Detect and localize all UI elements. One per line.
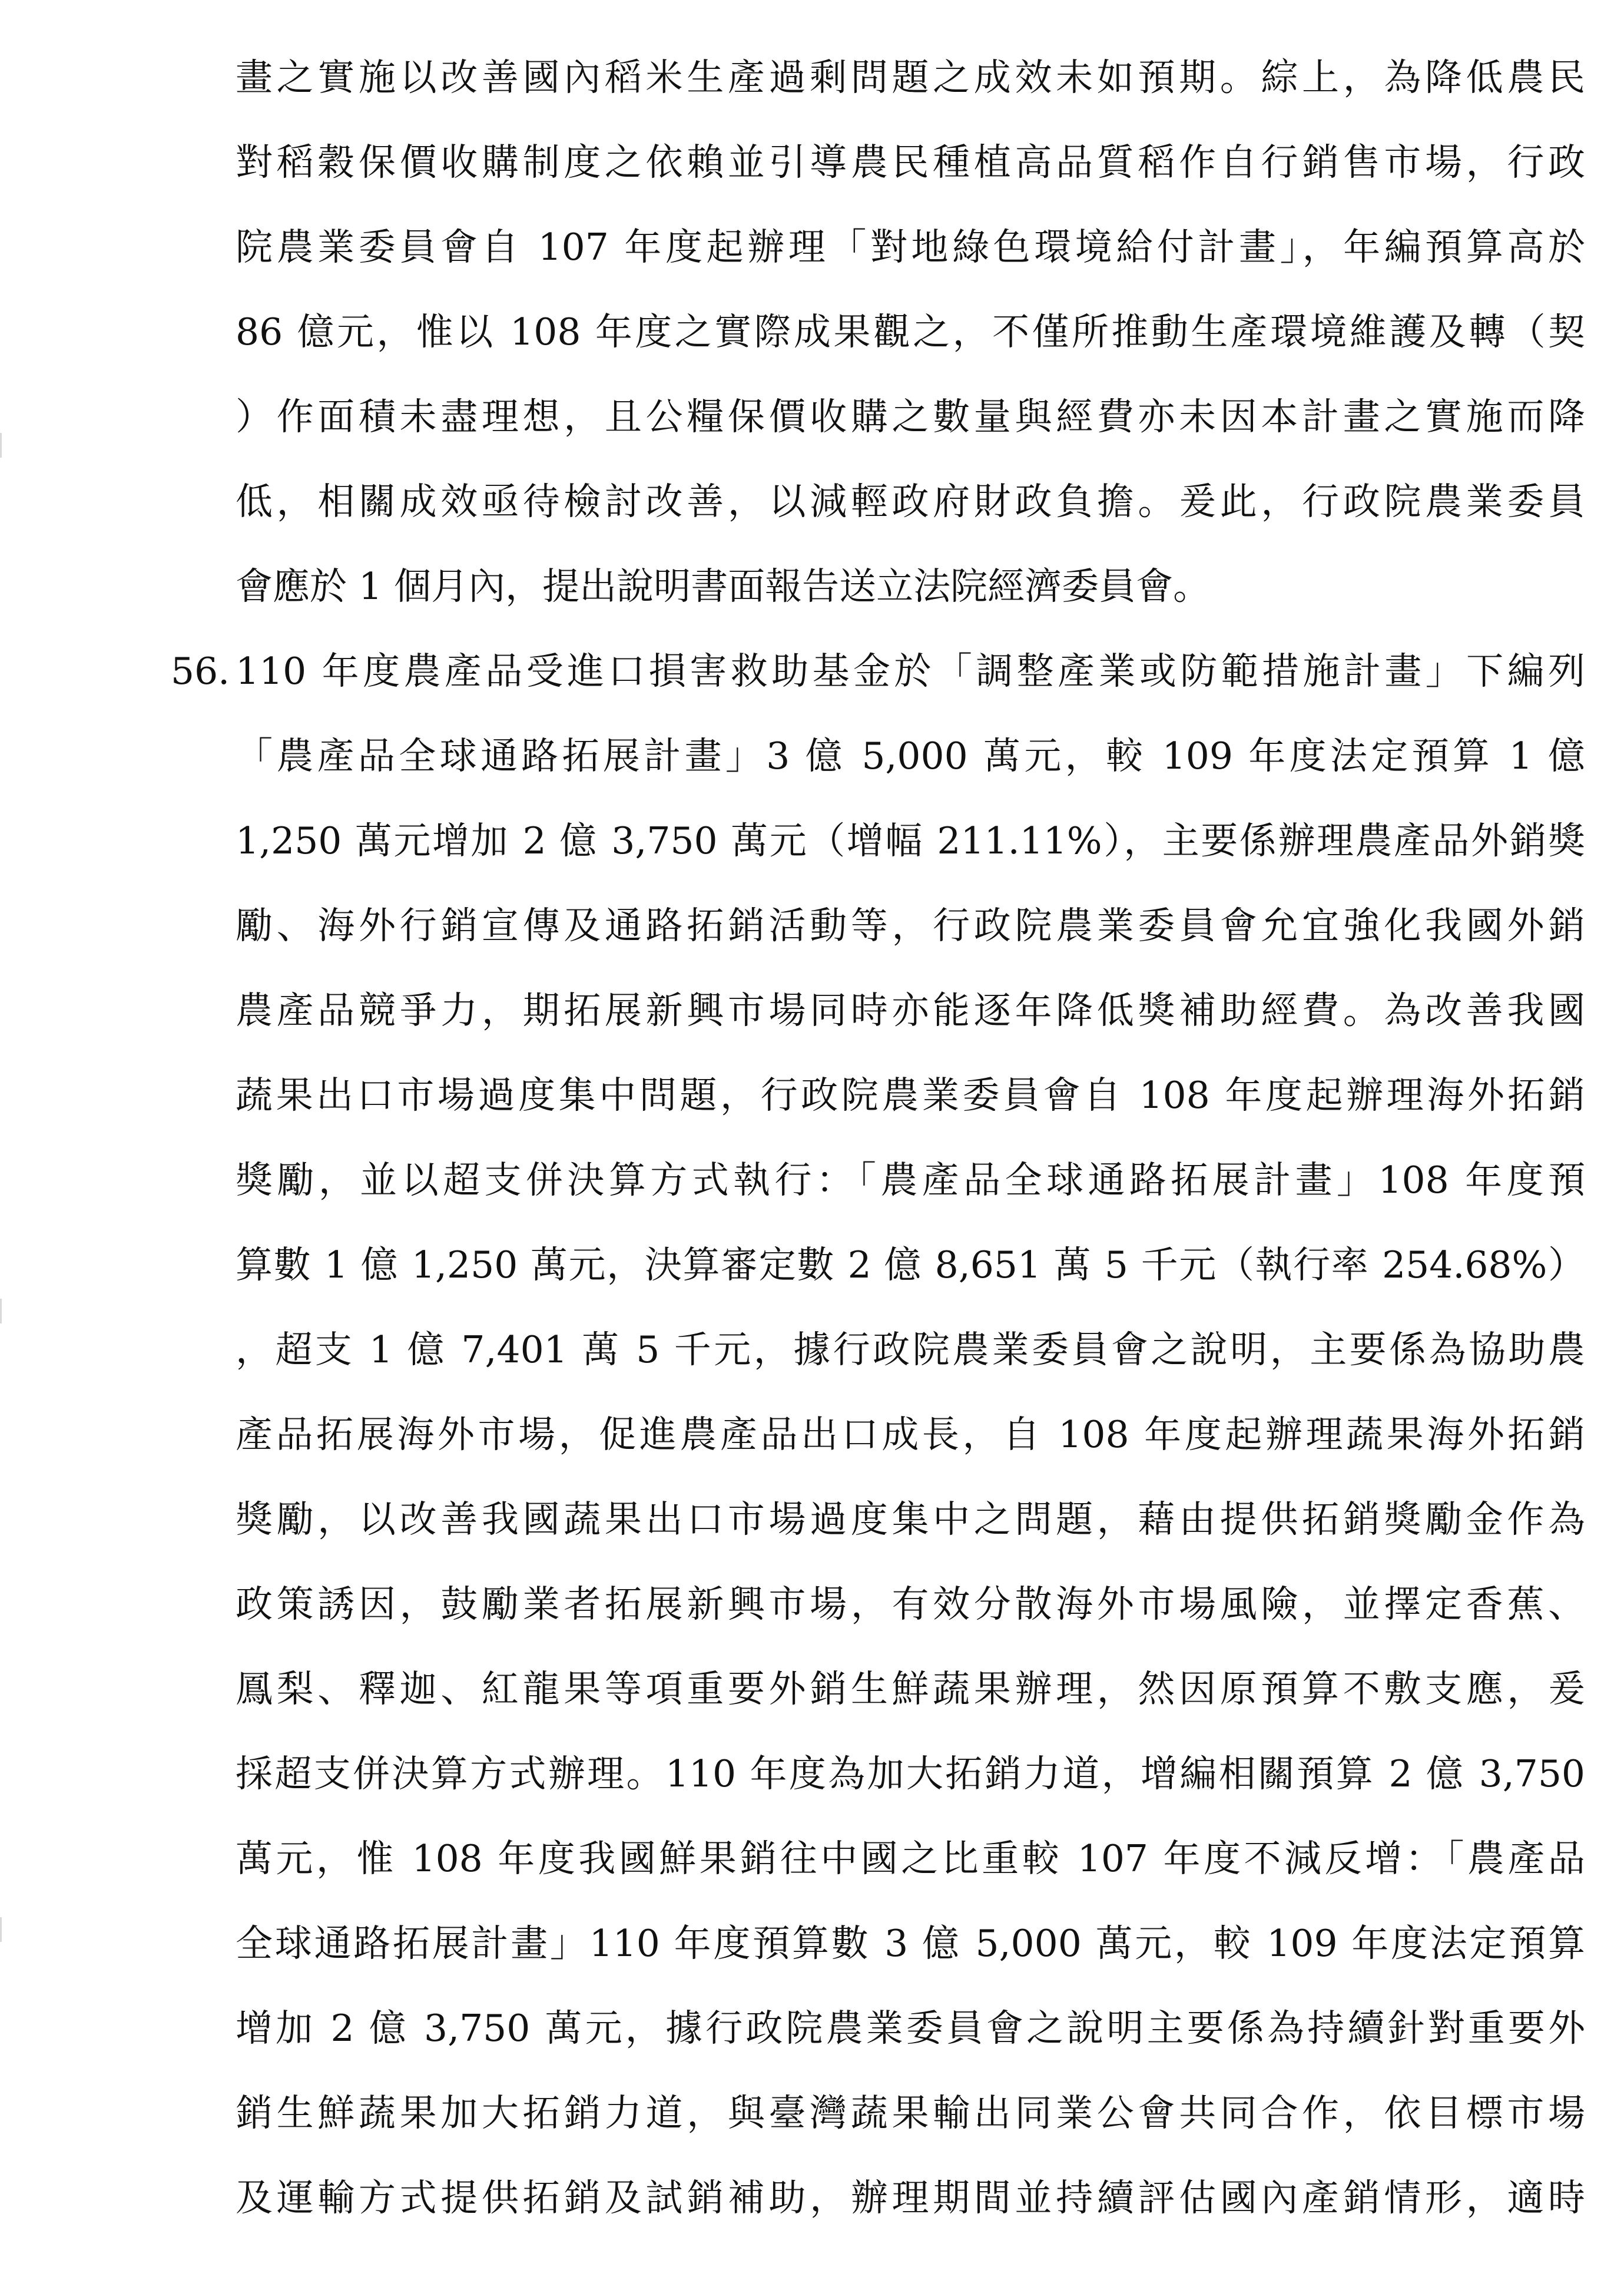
- item-line: 及運輸方式提供拓銷及試銷補助，辦理期間並持續評估國內產銷情形，適時: [236, 2176, 1585, 2219]
- item-line: 產品拓展海外市場，促進農產品出口成長，自 108 年度起辦理蔬果海外拓銷: [236, 1413, 1585, 1456]
- scan-margin-mark: [0, 1917, 2, 1942]
- continuation-line: 對稻穀保價收購制度之依賴並引導農民種植高品質稻作自行銷售市場，行政: [236, 141, 1585, 184]
- item-line: 採超支併決算方式辦理。110 年度為加大拓銷力道，增編相關預算 2 億 3,750: [236, 1752, 1585, 1795]
- item-line: 萬元，惟 108 年度我國鮮果銷往中國之比重較 107 年度不減反增：「農產品: [236, 1837, 1585, 1880]
- continuation-line: 畫之實施以改善國內稻米生產過剩問題之成效未如預期。綜上，為降低農民: [236, 56, 1585, 99]
- continuation-line: 會應於 1 個月內，提出說明書面報告送立法院經濟委員會。: [236, 565, 1211, 608]
- item-line: 銷生鮮蔬果加大拓銷力道，與臺灣蔬果輸出同業公會共同合作，依目標市場: [236, 2092, 1585, 2135]
- continuation-line: 院農業委員會自 107 年度起辦理「對地綠色環境給付計畫」，年編預算高於: [236, 226, 1585, 269]
- item-line: 蔬果出口市場過度集中問題，行政院農業委員會自 108 年度起辦理海外拓銷: [236, 1074, 1585, 1117]
- item-line: 增加 2 億 3,750 萬元，據行政院農業委員會之說明主要係為持續針對重要外: [236, 2007, 1585, 2050]
- continuation-line: 低，相關成效亟待檢討改善，以減輕政府財政負擔。爰此，行政院農業委員: [236, 480, 1585, 523]
- item-line: 110 年度農產品受進口損害救助基金於「調整產業或防範措施計畫」下編列: [236, 650, 1585, 693]
- item-line: ，超支 1 億 7,401 萬 5 千元，據行政院農業委員會之說明，主要係為協助農: [236, 1328, 1585, 1371]
- item-line: 鳳梨、釋迦、紅龍果等項重要外銷生鮮蔬果辦理，然因原預算不敷支應，爰: [236, 1667, 1585, 1710]
- item-line: 1,250 萬元增加 2 億 3,750 萬元（增幅 211.11%），主要係辦理農產品外銷獎: [236, 819, 1585, 862]
- item-line: 全球通路拓展計畫」110 年度預算數 3 億 5,000 萬元，較 109 年度法定預算: [236, 1922, 1585, 1965]
- item-number: 56.: [171, 650, 230, 693]
- scan-margin-mark: [0, 433, 2, 458]
- item-line: 「農產品全球通路拓展計畫」3 億 5,000 萬元，較 109 年度法定預算 1 億: [236, 734, 1585, 777]
- continuation-line: ）作面積未盡理想，且公糧保價收購之數量與經費亦未因本計畫之實施而降: [236, 395, 1585, 438]
- item-line: 算數 1 億 1,250 萬元，決算審定數 2 億 8,651 萬 5 千元（執行率 254.68%）: [236, 1243, 1585, 1286]
- item-line: 勵、海外行銷宣傳及通路拓銷活動等，行政院農業委員會允宜強化我國外銷: [236, 904, 1585, 947]
- continuation-line: 86 億元，惟以 108 年度之實際成果觀之，不僅所推動生產環境維護及轉（契: [236, 310, 1585, 353]
- item-line: 獎勵，並以超支併決算方式執行：「農產品全球通路拓展計畫」108 年度預: [236, 1159, 1585, 1202]
- item-line: 獎勵，以改善我國蔬果出口市場過度集中之問題，藉由提供拓銷獎勵金作為: [236, 1498, 1585, 1541]
- item-line: 政策誘因，鼓勵業者拓展新興市場，有效分散海外市場風險，並擇定香蕉、: [236, 1583, 1585, 1626]
- item-line: 農產品競爭力，期拓展新興市場同時亦能逐年降低獎補助經費。為改善我國: [236, 989, 1585, 1032]
- scan-margin-mark: [0, 1299, 2, 1323]
